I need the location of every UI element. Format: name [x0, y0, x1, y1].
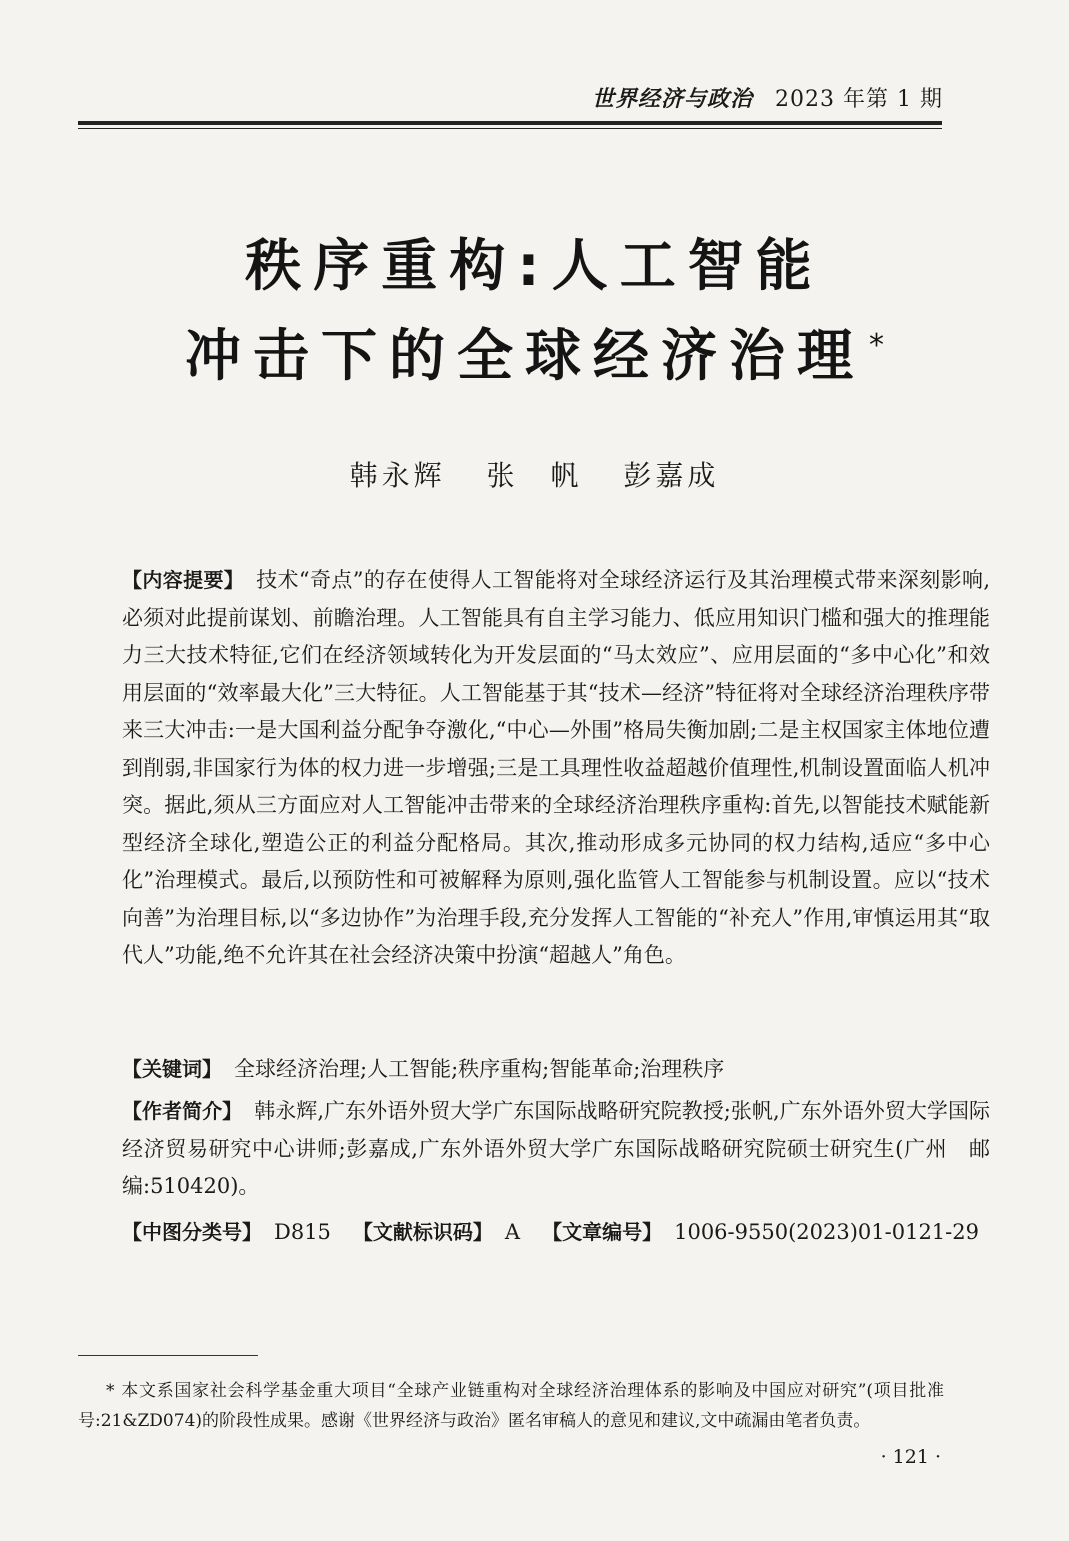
article-number-label: 【文章编号】	[542, 1220, 663, 1244]
author-name: 张 帆	[486, 459, 583, 492]
article-number-value: 1006-9550(2023)01-0121-29	[674, 1220, 979, 1244]
doc-code-label: 【文献标识码】	[352, 1220, 493, 1244]
author-name: 彭嘉成	[623, 459, 720, 492]
header-rule-thin	[78, 128, 942, 129]
author-list	[0, 454, 1069, 494]
title-line-2	[0, 312, 1069, 392]
journal-name: 世界经济与政治	[592, 87, 754, 112]
footnote	[78, 1376, 944, 1436]
keywords-label: 【关键词】	[122, 1057, 222, 1081]
title-footnote-marker: *	[869, 328, 884, 364]
footnote-rule	[78, 1355, 258, 1356]
footnote-text: 本文系国家社会科学基金重大项目“全球产业链重构对全球经济治理体系的影响及中国应对研究”(项目批准号:21&ZD074)的阶段性成果。感谢《世界经济与政治》匿名审稿人的意见和建议,文中疏漏由笔者负责。	[78, 1381, 944, 1431]
page-number: · 121 ·	[880, 1446, 941, 1468]
author-info-text: 韩永辉,广东外语外贸大学广东国际战略研究院教授;张帆,广东外语外贸大学国际经济贸易研究中心讲师;彭嘉成,广东外语外贸大学广东国际战略研究院硕士研究生(广州 邮编:510420)。	[122, 1099, 990, 1198]
title-line-1	[0, 222, 1069, 302]
abstract-label: 【内容提要】	[122, 568, 245, 592]
doc-code-value: A	[504, 1220, 521, 1244]
title-line-1-text: 秩序重构:人工智能	[245, 234, 824, 299]
running-head	[592, 82, 943, 113]
classification-codes	[76, 1214, 990, 1252]
footnote-marker: *	[106, 1381, 115, 1401]
header-rule-thick	[78, 121, 942, 125]
author-info-label: 【作者简介】	[122, 1099, 243, 1123]
issue-label: 2023 年第 1 期	[775, 87, 943, 112]
clc-value: D815	[274, 1220, 331, 1244]
keywords-text: 全球经济治理;人工智能;秩序重构;智能革命;治理秩序	[234, 1057, 725, 1081]
abstract	[76, 562, 990, 975]
title-line-2-text: 冲击下的全球经济治理	[185, 324, 865, 389]
author-name: 韩永辉	[349, 459, 446, 492]
abstract-text: 技术“奇点”的存在使得人工智能将对全球经济运行及其治理模式带来深刻影响,必须对此提前谋划、前瞻治理。人工智能具有自主学习能力、低应用知识门槛和强大的推理能力三大技术特征,它们在经济领域转化为开发层面的“马太效应”、应用层面的“多中心化”和效用层面的“效率最大化”三大特征。人工智能基于其“技术—经济”特征将对全球经济治理秩序带来三大冲击:一是大国利益分配争夺激化,“中心—外围”格局失衡加剧;二是主权国家主体地位遭到削弱,非国家行为体的权力进一步增强;三是工具理性收益超越价值理性,机制设置面临人机冲突。据此,须从三方面应对人工智能冲击带来的全球经济治理秩序重构:首先,以智能技术赋能新型经济全球化,塑造公正的利益分配格局。其次,推动形成多元协同的权力结构,适应“多中心化”治理模式。最后,以预防性和可被解释为原则,强化监管人工智能参与机制设置。应以“技术向善”为治理目标,以“多边协作”为治理手段,充分发挥人工智能的“补充人”作用,审慎运用其“取代人”功能,绝不允许其在社会经济决策中扮演“超越人”角色。	[122, 568, 991, 967]
author-info	[76, 1093, 990, 1206]
clc-label: 【中图分类号】	[122, 1220, 262, 1244]
keywords	[76, 1051, 990, 1089]
